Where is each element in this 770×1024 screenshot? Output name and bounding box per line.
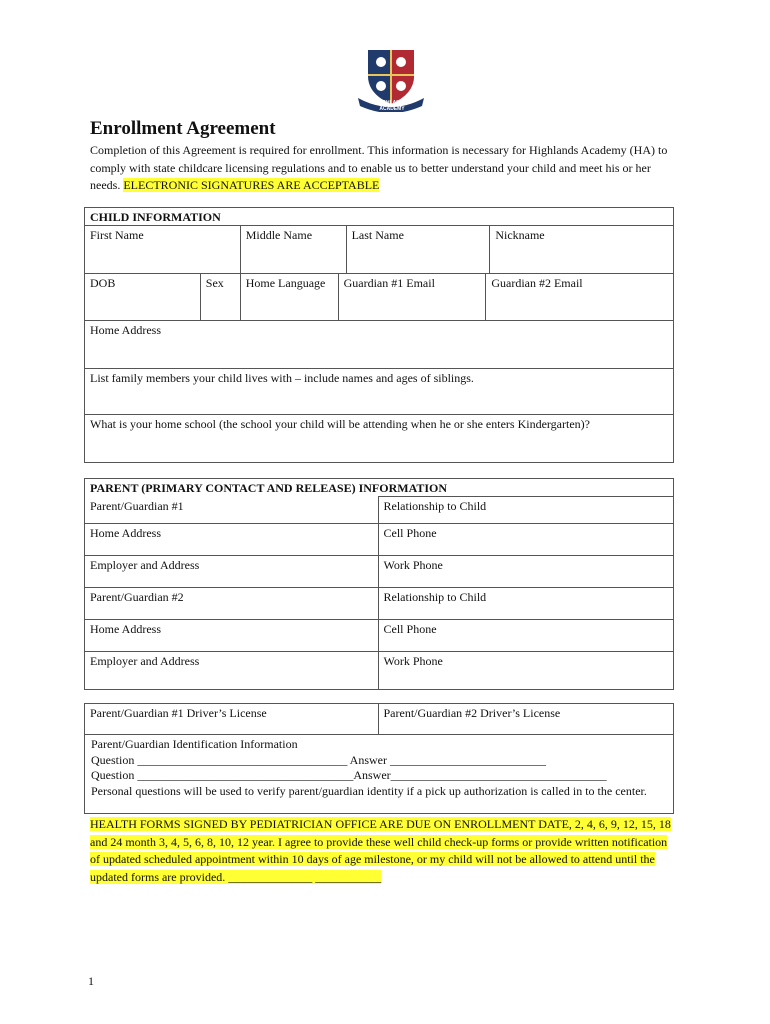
guardian1-employer-field[interactable]: Employer and Address [85, 556, 379, 588]
identification-note: Personal questions will be used to verify parent/guardian identity if a pick up authorization is called in to the center. [91, 783, 647, 798]
guardian1-license-field[interactable]: Parent/Guardian #1 Driver’s License [85, 704, 379, 735]
home-language-field[interactable]: Home Language [240, 274, 338, 321]
nickname-field[interactable]: Nickname [490, 226, 674, 274]
guardian1-work-phone-field[interactable]: Work Phone [378, 556, 673, 588]
intro-highlight: ELECTRONIC SIGNATURES ARE ACCEPTABLE [123, 178, 380, 192]
parent-section-title: PARENT (PRIMARY CONTACT AND RELEASE) INFORMATION [85, 479, 674, 497]
guardian1-home-address-field[interactable]: Home Address [85, 524, 379, 556]
child-section-title: CHILD INFORMATION [85, 208, 674, 226]
guardian2-name-field[interactable]: Parent/Guardian #2 [85, 588, 379, 620]
identification-box [84, 734, 674, 814]
first-name-field[interactable]: First Name [85, 226, 241, 274]
guardian1-name-field[interactable]: Parent/Guardian #1 [85, 497, 379, 524]
guardian2-employer-field[interactable]: Employer and Address [85, 652, 379, 690]
health-forms-notice [90, 816, 680, 886]
identification-title: Parent/Guardian Identification Information [91, 737, 298, 751]
guardian2-home-address-field[interactable]: Home Address [85, 620, 379, 652]
page-number: 1 [88, 974, 94, 988]
question-2-line[interactable]: Question ____________________________________Answer____________________________________ [91, 768, 607, 782]
guardian2-work-phone-field[interactable]: Work Phone [378, 652, 673, 690]
guardian2-license-field[interactable]: Parent/Guardian #2 Driver’s License [378, 704, 674, 735]
home-school-field[interactable]: What is your home school (the school your child will be attending when he or she enters Kindergarten)? [85, 415, 674, 463]
health-forms-text: HEALTH FORMS SIGNED BY PEDIATRICIAN OFFICE ARE DUE ON ENROLLMENT DATE, 2, 4, 6, 9, 12, 15, 18 and 24 month 3, 4, 5, 6, 8, 10, 12 year. I agree to provide these well child check-up forms or provide written notification of updated scheduled appointment within 10 days of age milestone, or my child will not be allowed to attend until the updated forms are provided. ______________ ___________ [90, 817, 671, 884]
question-1-line[interactable]: Question ___________________________________ Answer __________________________ [91, 752, 546, 767]
guardian1-cell-phone-field[interactable]: Cell Phone [378, 524, 673, 556]
dob-field[interactable]: DOB [85, 274, 201, 321]
child-information-table [84, 207, 674, 463]
guardian2-email-field[interactable]: Guardian #2 Email [486, 274, 674, 321]
logo-banner-text: HIGHLANDS ACADEMY [377, 100, 407, 112]
intro-text: Completion of this Agreement is required for enrollment. This information is necessary for Highlands Academy (HA) to comply with state childcare licensing regulations and to enable us to better understand your child and meet his or her needs. [90, 143, 668, 192]
middle-name-field[interactable]: Middle Name [240, 226, 346, 274]
guardian2-cell-phone-field[interactable]: Cell Phone [378, 620, 673, 652]
last-name-field[interactable]: Last Name [346, 226, 490, 274]
home-address-field[interactable]: Home Address [85, 321, 674, 369]
drivers-license-table [84, 703, 674, 735]
family-members-field[interactable]: List family members your child lives with – include names and ages of siblings. [85, 369, 674, 415]
intro-paragraph [90, 142, 680, 195]
parent-information-table [84, 478, 674, 690]
guardian2-relationship-field[interactable]: Relationship to Child [378, 588, 673, 620]
sex-field[interactable]: Sex [200, 274, 240, 321]
guardian1-relationship-field[interactable]: Relationship to Child [378, 497, 673, 524]
page-title: Enrollment Agreement [90, 118, 276, 139]
guardian1-email-field[interactable]: Guardian #1 Email [338, 274, 486, 321]
